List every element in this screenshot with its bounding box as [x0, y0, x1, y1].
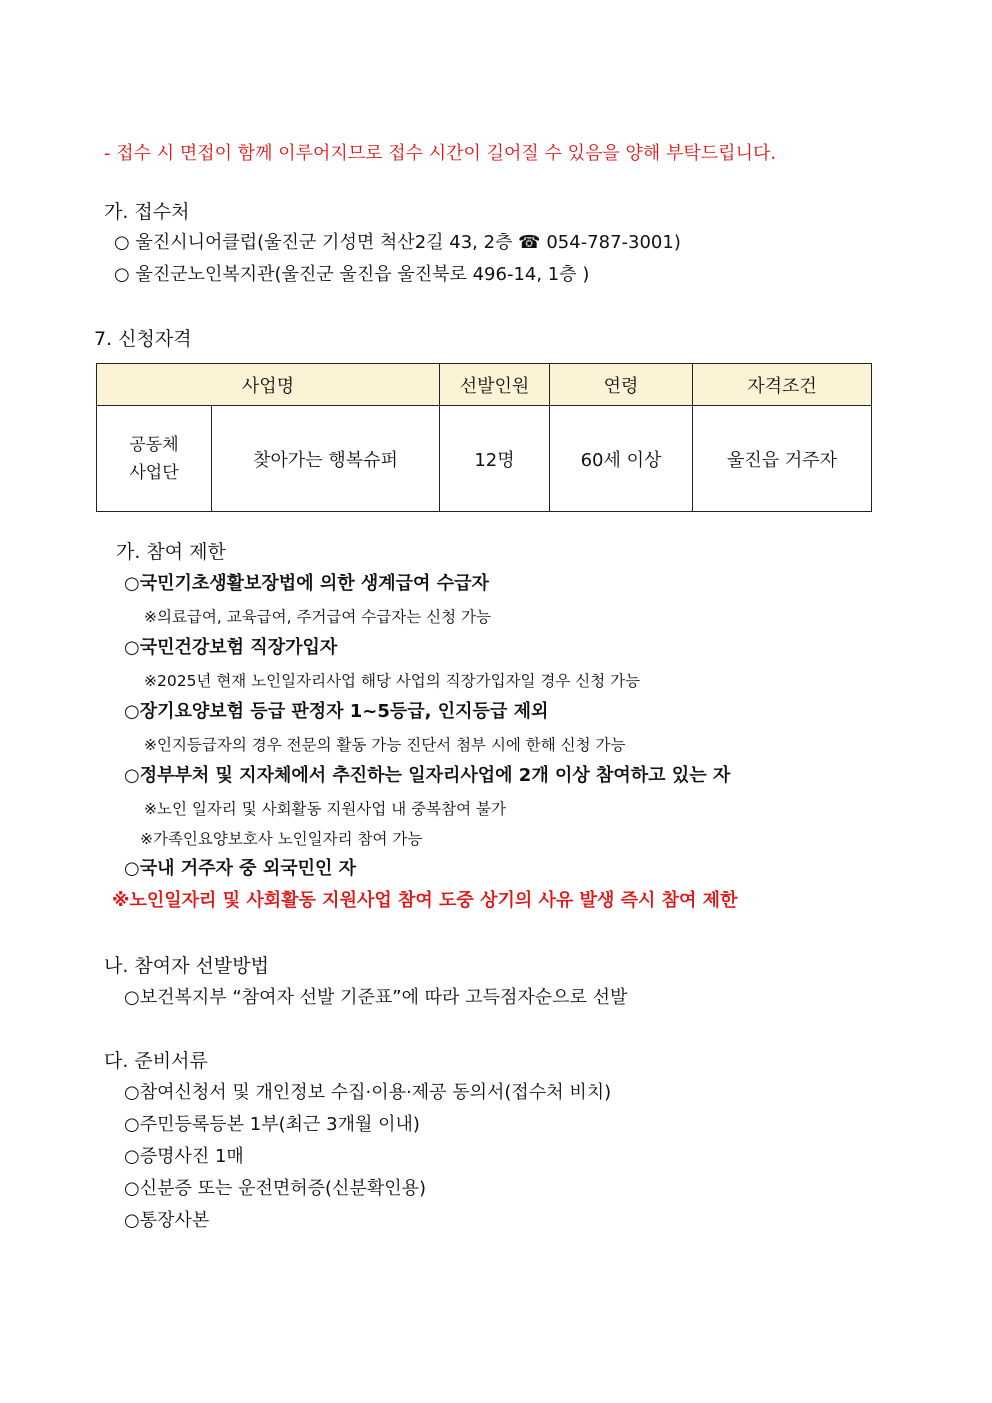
restriction-note-1: ※의료급여, 교육급여, 주거급여 수급자는 신청 가능 — [144, 608, 491, 626]
selection-heading: 나. 참여자 선발방법 — [104, 955, 269, 977]
documents-heading: 다. 준비서류 — [104, 1050, 208, 1072]
restriction-warning: ※노인일자리 및 사회활동 지원사업 참여 도중 상기의 사유 발생 즉시 참여 제한 — [112, 890, 738, 911]
cell-project: 찾아가는 행복슈퍼 — [212, 406, 440, 512]
restriction-note-2: ※2025년 현재 노인일자리사업 해당 사업의 직장가입자일 경우 신청 가능 — [144, 672, 641, 690]
cell-org-line2: 사업단 — [129, 462, 179, 483]
restrictions-heading: 가. 참여 제한 — [116, 541, 226, 563]
restriction-note-4b: ※가족인요양보호사 노인일자리 참여 가능 — [140, 830, 423, 848]
header-project: 사업명 — [97, 364, 440, 406]
restriction-note-3: ※인지등급자의 경우 전문의 활동 가능 진단서 첨부 시에 한해 신청 가능 — [144, 736, 626, 754]
restriction-item-4: ○정부부처 및 지자체에서 추진하는 일자리사업에 2개 이상 참여하고 있는 자 — [124, 765, 731, 786]
table-header-row — [97, 364, 872, 406]
document-item-2: ○주민등록등본 1부(최근 3개월 이내) — [124, 1114, 420, 1135]
restriction-item-1: ○국민기초생활보장법에 의한 생계급여 수급자 — [124, 573, 489, 594]
table-row — [97, 406, 872, 512]
notice-text: - 접수 시 면접이 함께 이루어지므로 접수 시간이 길어질 수 있음을 양해 부탁드립니다. — [104, 143, 777, 164]
restriction-item-2: ○국민건강보험 직장가입자 — [124, 637, 338, 658]
reception-heading: 가. 접수처 — [104, 201, 190, 223]
document-item-4: ○신분증 또는 운전면허증(신분확인용) — [124, 1178, 427, 1199]
cell-org — [97, 406, 212, 512]
header-condition: 자격조건 — [693, 364, 872, 406]
document-item-3: ○증명사진 1매 — [124, 1146, 244, 1167]
selection-item: ○보건복지부 “참여자 선발 기준표”에 따라 고득점자순으로 선발 — [124, 987, 628, 1008]
reception-item-1: ○ 울진시니어클럽(울진군 기성면 척산2길 43, 2층 ☎ 054-787-3001) — [114, 232, 681, 253]
cell-condition: 울진읍 거주자 — [693, 406, 872, 512]
section7-heading: 7. 신청자격 — [94, 328, 192, 350]
header-count: 선발인원 — [440, 364, 550, 406]
header-age: 연령 — [550, 364, 693, 406]
restriction-item-5: ○국내 거주자 중 외국민인 자 — [124, 858, 357, 879]
qualification-table — [96, 363, 872, 512]
restriction-note-4a: ※노인 일자리 및 사회활동 지원사업 내 중복참여 불가 — [144, 800, 506, 818]
restriction-item-3: ○장기요양보험 등급 판정자 1~5등급, 인지등급 제외 — [124, 701, 549, 722]
reception-item-2: ○ 울진군노인복지관(울진군 울진읍 울진북로 496-14, 1층 ) — [114, 264, 590, 285]
cell-org-line1: 공동체 — [129, 434, 179, 455]
document-item-5: ○통장사본 — [124, 1210, 210, 1231]
document-item-1: ○참여신청서 및 개인정보 수집·이용·제공 동의서(접수처 비치) — [124, 1082, 612, 1103]
cell-age: 60세 이상 — [550, 406, 693, 512]
cell-count: 12명 — [440, 406, 550, 512]
